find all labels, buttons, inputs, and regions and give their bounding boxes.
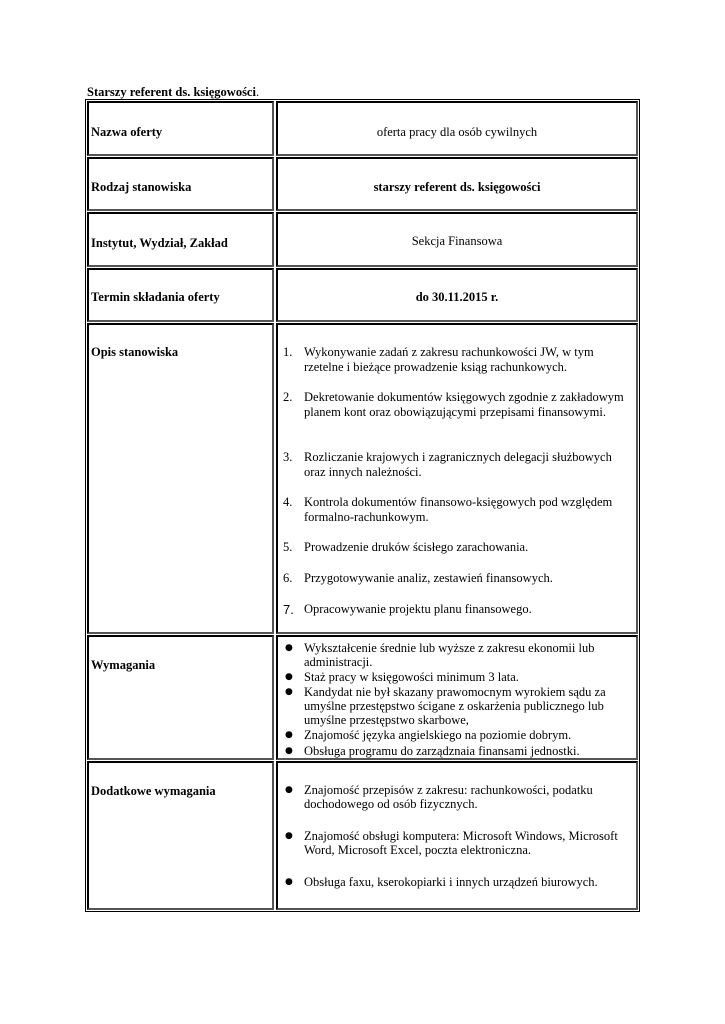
offer-name-label-cell bbox=[87, 101, 274, 156]
description-item-number: 2. bbox=[283, 390, 293, 404]
bullet-icon: ● bbox=[285, 730, 293, 740]
description-item-text: Prowadzenie druków ścisłego zarachowania. bbox=[304, 540, 529, 554]
offer-name-value: oferta pracy dla osób cywilnych bbox=[376, 125, 538, 139]
description-item-number: 7. bbox=[283, 602, 294, 617]
description-item-text: Kontrola dokumentów finansowo-księgowych pod względem formalno-rachunkowym. bbox=[304, 495, 613, 524]
description-item-number: 6. bbox=[283, 571, 293, 585]
position-type-value: starszy referent ds. księgowości bbox=[373, 180, 541, 194]
deadline-value-cell bbox=[276, 268, 638, 322]
requirement-item-text: Wykształcenie średnie lub wyższe z zakresu ekonomii lub administracji. bbox=[304, 641, 595, 669]
additional-item-text: Obsługa faxu, kserokopiarki i innych urządzeń biurowych. bbox=[304, 875, 598, 889]
document-title-period: . bbox=[255, 85, 260, 99]
requirement-item bbox=[285, 744, 628, 758]
description-item bbox=[283, 540, 626, 555]
description-item bbox=[283, 602, 626, 617]
requirement-item bbox=[285, 728, 628, 742]
additional-value-cell bbox=[276, 761, 638, 910]
institute-label: Instytut, Wydział, Zakład bbox=[91, 236, 228, 250]
requirements-label-cell bbox=[87, 635, 274, 760]
bullet-icon: ● bbox=[285, 831, 293, 841]
description-item bbox=[283, 345, 626, 375]
deadline-value: do 30.11.2015 r. bbox=[415, 290, 499, 304]
institute-value: Sekcja Finansowa bbox=[411, 234, 503, 248]
description-item-number: 4. bbox=[283, 495, 293, 509]
description-item-number: 3. bbox=[283, 450, 293, 464]
deadline-label-cell bbox=[87, 268, 274, 322]
description-label-cell bbox=[87, 323, 274, 634]
additional-item bbox=[285, 875, 628, 889]
additional-item bbox=[285, 783, 628, 811]
description-item-text: Dekretowanie dokumentów księgowych zgodnie z zakładowym planem kont oraz obowiązującymi przepisami finansowymi. bbox=[304, 390, 624, 419]
description-item-text: Opracowywanie projektu planu finansowego. bbox=[304, 602, 532, 616]
requirement-item bbox=[285, 641, 628, 669]
description-value-cell bbox=[276, 323, 638, 634]
bullet-icon: ● bbox=[285, 877, 293, 887]
additional-label-cell bbox=[87, 761, 274, 910]
institute-value-cell bbox=[276, 212, 638, 267]
bullet-icon: ● bbox=[285, 643, 293, 653]
bullet-icon: ● bbox=[285, 785, 293, 795]
position-type-value-cell bbox=[276, 157, 638, 211]
additional-item-text: Znajomość przepisów z zakresu: rachunkowości, podatku dochodowego od osób fizycznych. bbox=[304, 783, 593, 811]
requirements-value-cell bbox=[276, 635, 638, 760]
description-item-number: 1. bbox=[283, 345, 293, 359]
description-item bbox=[283, 390, 626, 420]
requirement-item bbox=[285, 670, 628, 684]
bullet-icon: ● bbox=[285, 672, 293, 682]
requirement-item bbox=[285, 685, 628, 727]
description-item-number: 5. bbox=[283, 540, 293, 554]
offer-name-label: Nazwa oferty bbox=[91, 125, 163, 139]
position-type-label: Rodzaj stanowiska bbox=[91, 180, 192, 194]
offer-name-value-cell bbox=[276, 101, 638, 156]
requirement-item-text: Obsługa programu do zarządznaia finansami jednostki. bbox=[304, 744, 580, 758]
requirement-item-text: Staż pracy w księgowości minimum 3 lata. bbox=[304, 670, 519, 684]
additional-item bbox=[285, 829, 628, 857]
document-title-text: Starszy referent ds. księgowości bbox=[87, 85, 256, 99]
description-item bbox=[283, 450, 626, 480]
requirement-item-text: Kandydat nie był skazany prawomocnym wyrokiem sądu za umyślne przestępstwo ścigane z oskarżenia publicznego lub umyślne przestępstwo skarbowe, bbox=[304, 685, 606, 727]
description-item-text: Wykonywanie zadań z zakresu rachunkowości JW, w tym rzetelne i bieżące prowadzenie ksiąg rachunkowych. bbox=[304, 345, 594, 374]
requirements-label: Wymagania bbox=[91, 658, 156, 672]
additional-item-text: Znajomość obsługi komputera: Microsoft Windows, Microsoft Word, Microsoft Excel, poczta elektroniczna. bbox=[304, 829, 618, 857]
document-title bbox=[87, 85, 259, 99]
description-label: Opis stanowiska bbox=[91, 345, 179, 359]
description-item-text: Przygotowywanie analiz, zestawień finansowych. bbox=[304, 571, 553, 585]
bullet-icon: ● bbox=[285, 687, 293, 697]
description-item bbox=[283, 571, 626, 586]
institute-label-cell bbox=[87, 212, 274, 267]
requirement-item-text: Znajomość języka angielskiego na poziomie dobrym. bbox=[304, 728, 572, 742]
additional-label: Dodatkowe wymagania bbox=[91, 784, 216, 798]
description-item bbox=[283, 495, 626, 525]
position-type-label-cell bbox=[87, 157, 274, 211]
bullet-icon: ● bbox=[285, 746, 293, 756]
deadline-label: Termin składania oferty bbox=[91, 290, 220, 304]
description-item-text: Rozliczanie krajowych i zagranicznych delegacji służbowych oraz innych należności. bbox=[304, 450, 612, 479]
